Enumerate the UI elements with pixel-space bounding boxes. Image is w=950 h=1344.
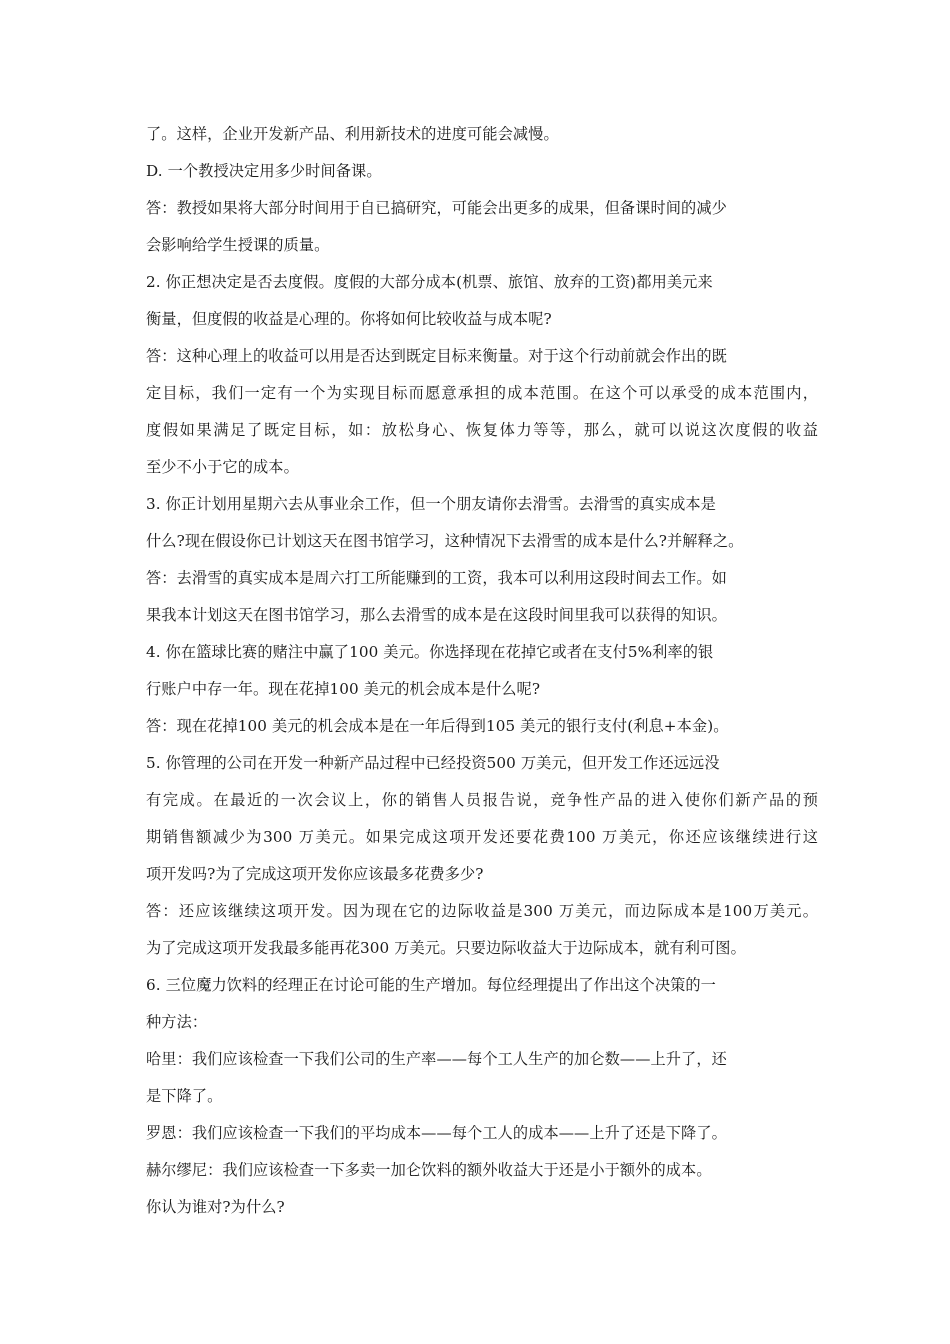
text-line: 答：还应该继续这项开发。因为现在它的边际收益是300 万美元，而边际成本是100万美元。 bbox=[146, 902, 818, 920]
text-line: 度假如果满足了既定目标，如：放松身心、恢复体力等等，那么，就可以说这次度假的收益 bbox=[146, 421, 818, 439]
text-line: 至少不小于它的成本。 bbox=[146, 458, 299, 476]
text-line: 定目标，我们一定有一个为实现目标而愿意承担的成本范围。在这个可以承受的成本范围内， bbox=[146, 384, 818, 402]
text-line: 2. 你正想决定是否去度假。度假的大部分成本(机票、旅馆、放弃的工资)都用美元来 bbox=[146, 273, 713, 291]
text-line: D. 一个教授决定用多少时间备课。 bbox=[146, 162, 382, 180]
text-line: 了。这样，企业开发新产品、利用新技术的进度可能会减慢。 bbox=[146, 125, 559, 143]
text-line: 为了完成这项开发我最多能再花300 万美元。只要边际收益大于边际成本，就有利可图。 bbox=[146, 939, 746, 957]
text-line: 罗恩：我们应该检查一下我们的平均成本——每个工人的成本——上升了还是下降了。 bbox=[146, 1124, 727, 1142]
text-line: 什么?现在假设你已计划这天在图书馆学习，这种情况下去滑雪的成本是什么?并解释之。 bbox=[146, 532, 744, 550]
text-line: 项开发吗?为了完成这项开发你应该最多花费多少? bbox=[146, 865, 484, 883]
text-line: 答：现在花掉100 美元的机会成本是在一年后得到105 美元的银行支付(利息+本金)。 bbox=[146, 717, 729, 735]
text-line: 期销售额减少为300 万美元。如果完成这项开发还要花费100 万美元，你还应该继续进行这 bbox=[146, 828, 818, 846]
text-line: 赫尔缪尼：我们应该检查一下多卖一加仑饮料的额外收益大于还是小于额外的成本。 bbox=[146, 1161, 712, 1179]
text-line: 5. 你管理的公司在开发一种新产品过程中已经投资500 万美元，但开发工作还远远没 bbox=[146, 754, 720, 772]
document-body bbox=[146, 124, 818, 1234]
text-line: 哈里：我们应该检查一下我们公司的生产率——每个工人生产的加仑数——上升了，还 bbox=[146, 1050, 727, 1068]
text-line: 3. 你正计划用星期六去从事业余工作，但一个朋友请你去滑雪。去滑雪的真实成本是 bbox=[146, 495, 716, 513]
text-line: 是下降了。 bbox=[146, 1087, 223, 1105]
text-line: 有完成。在最近的一次会议上，你的销售人员报告说，竞争性产品的进入使你们新产品的预 bbox=[146, 791, 818, 809]
text-line: 行账户中存一年。现在花掉100 美元的机会成本是什么呢? bbox=[146, 680, 541, 698]
text-line: 4. 你在篮球比赛的赌注中赢了100 美元。你选择现在花掉它或者在支付5%利率的银 bbox=[146, 643, 714, 661]
text-line: 答：教授如果将大部分时间用于自已搞研究，可能会出更多的成果，但备课时间的减少 bbox=[146, 199, 727, 217]
text-line: 6. 三位魔力饮料的经理正在讨论可能的生产增加。每位经理提出了作出这个决策的一 bbox=[146, 976, 716, 994]
text-line: 果我本计划这天在图书馆学习，那么去滑雪的成本是在这段时间里我可以获得的知识。 bbox=[146, 606, 727, 624]
text-line: 种方法： bbox=[146, 1013, 208, 1031]
text-line: 会影响给学生授课的质量。 bbox=[146, 236, 330, 254]
text-line: 答：这种心理上的收益可以用是否达到既定目标来衡量。对于这个行动前就会作出的既 bbox=[146, 347, 727, 365]
text-line: 答：去滑雪的真实成本是周六打工所能赚到的工资，我本可以利用这段时间去工作。如 bbox=[146, 569, 727, 587]
text-line: 衡量，但度假的收益是心理的。你将如何比较收益与成本呢? bbox=[146, 310, 552, 328]
text-line: 你认为谁对?为什么? bbox=[146, 1198, 285, 1216]
